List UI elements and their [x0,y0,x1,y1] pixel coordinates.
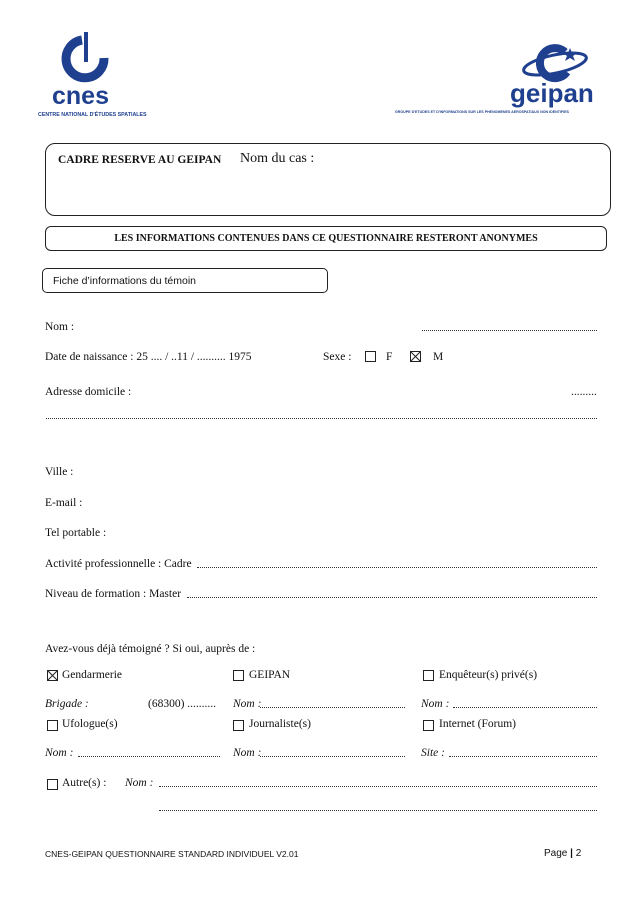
nom-field[interactable] [422,330,597,331]
geipan-logo [395,40,605,120]
page-num: 2 [575,848,582,859]
autres-label: Autre(s) : [62,777,107,789]
sexe-m-label: M [433,351,444,363]
sexe-f-checkbox[interactable] [365,351,376,362]
nom-label: Nom : [45,321,75,333]
journaliste-nom-label: Nom : [233,747,262,759]
geipan-nom-field[interactable] [260,707,405,708]
footer-title: CNES-GEIPAN QUESTIONNAIRE STANDARD INDIVIDUEL V2.01 [45,849,299,859]
enqueteur-label: Enquêteur(s) privé(s) [439,669,538,681]
journaliste-nom-field[interactable] [260,756,405,757]
case-name-label: Nom du cas : [240,151,315,166]
gendarmerie-checkbox[interactable] [47,670,58,681]
geipan-label: GEIPAN [249,669,291,681]
sexe-m-checkbox[interactable] [410,351,421,362]
sexe-label: Sexe : [323,351,352,363]
ufologue-label: Ufologue(s) [62,718,118,730]
geipan-wordmark: geipan [510,78,594,108]
enqueteur-nom-field[interactable] [453,707,597,708]
brigade-label: Brigade : [45,698,89,710]
cnes-wordmark: cnes [52,82,109,110]
site-field[interactable] [449,756,597,757]
cnes-emblem-icon [38,32,148,84]
enqueteur-checkbox[interactable] [423,670,434,681]
journaliste-checkbox[interactable] [233,720,244,731]
autres-nom-label: Nom : [125,777,154,789]
activite-label: Activité professionnelle : Cadre [45,558,192,570]
cnes-subtitle: CENTRE NATIONAL D'ÉTUDES SPATIALES [38,112,147,118]
page-number [544,848,581,859]
reserved-label: CADRE RESERVE AU GEIPAN [58,154,222,166]
section-title-box [42,268,328,293]
geipan-checkbox[interactable] [233,670,244,681]
adresse-field[interactable] [46,418,597,419]
ufologue-nom-field[interactable] [78,756,220,757]
autres-nom-field[interactable] [159,786,597,787]
tel-label[interactable]: Tel portable : [45,527,107,539]
section-title: Fiche d’informations du témoin [53,275,196,287]
internet-checkbox[interactable] [423,720,434,731]
sexe-f-label: F [386,351,393,363]
ufologue-checkbox[interactable] [47,720,58,731]
gendarmerie-label: Gendarmerie [62,669,123,681]
geipan-subtitle: GROUPE D'ETUDES ET D'INFORMATIONS SUR LES PHENOMENES AEROSPATIAUX NON IDENTIFIES [395,110,569,114]
autres-checkbox[interactable] [47,779,58,790]
email-label[interactable]: E-mail : [45,497,83,509]
check-x-icon [48,671,57,680]
geipan-nom-label: Nom : [233,698,262,710]
brigade-value[interactable]: (68300) .......... [148,698,217,710]
birthdate-field[interactable]: Date de naissance : 25 .... / ..11 / .......... 1975 [45,351,252,363]
reserved-box [45,143,611,216]
check-x-icon [411,352,420,361]
testimony-question: Avez-vous déjà témoigné ? Si oui, auprès de : [45,643,256,655]
page-label: Page [544,848,568,859]
internet-label: Internet (Forum) [439,718,516,730]
anonymous-banner [45,226,607,251]
activite-field[interactable] [197,567,597,568]
site-label: Site : [421,747,445,759]
journaliste-label: Journaliste(s) [249,718,311,730]
enqueteur-nom-label: Nom : [421,698,450,710]
page-separator: | [570,848,573,859]
autres-nom-field-2[interactable] [159,810,597,811]
anonymous-text: LES INFORMATIONS CONTENUES DANS CE QUESTIONNAIRE RESTERONT ANONYMES [114,233,538,244]
ville-label[interactable]: Ville : [45,466,74,478]
cnes-logo [38,32,148,122]
adresse-tail: ......... [571,386,597,398]
adresse-label: Adresse domicile : [45,386,132,398]
niveau-label: Niveau de formation : Master [45,588,182,600]
niveau-field[interactable] [187,597,597,598]
ufologue-nom-label: Nom : [45,747,74,759]
